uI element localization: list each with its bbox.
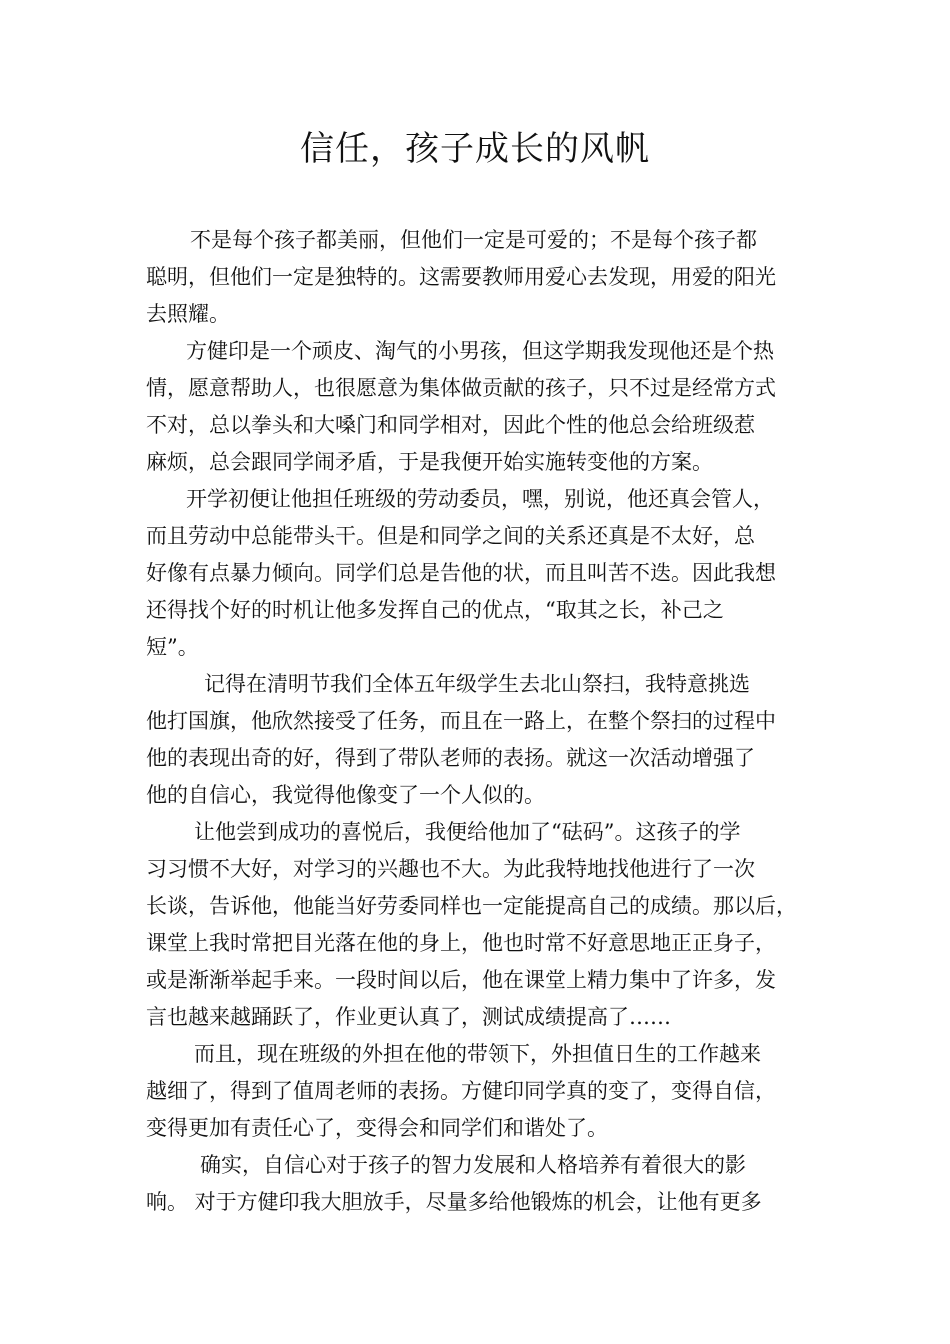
text-line: 而且，现在班级的外担在他的带领下，外担值日生的工作越来: [194, 1042, 761, 1066]
text-line: 短”。: [146, 635, 199, 659]
text-line: 让他尝到成功的喜悦后，我便给他加了“砝码”。这孩子的学: [194, 820, 741, 844]
text-line: 长谈，告诉他，他能当好劳委同样也一定能提高自己的成绩。那以后，: [146, 894, 797, 918]
text-line: 去照耀。: [146, 302, 230, 326]
text-line: 开学初便让他担任班级的劳动委员，嘿，别说，他还真会管人，: [186, 487, 774, 511]
text-line: 他的表现出奇的好，得到了带队老师的表扬。就这一次活动增强了: [146, 746, 755, 770]
text-line: 麻烦，总会跟同学闹矛盾，于是我便开始实施转变他的方案。: [146, 450, 713, 474]
text-line: 情，愿意帮助人，也很愿意为集体做贡献的孩子，只不过是经常方式: [146, 376, 776, 400]
text-line: 确实，自信心对于孩子的智力发展和人格培养有着很大的影: [200, 1153, 746, 1177]
text-line: 或是渐渐举起手来。一段时间以后，他在课堂上精力集中了许多，发: [146, 968, 776, 992]
text-line: 他打国旗，他欣然接受了任务，而且在一路上，在整个祭扫的过程中: [146, 709, 776, 733]
text-line: 习习惯不大好，对学习的兴趣也不大。为此我特地找他进行了一次: [146, 857, 755, 881]
text-line: 言也越来越踊跃了，作业更认真了，测试成绩提高了……: [146, 1005, 671, 1029]
text-line: 而且劳动中总能带头干。但是和同学之间的关系还真是不太好，总: [146, 524, 755, 548]
text-line: 越细了，得到了值周老师的表扬。方健印同学真的变了，变得自信，: [146, 1079, 776, 1103]
text-line: 还得找个好的时机让他多发挥自己的优点，“取其之长，补己之: [146, 598, 724, 622]
text-line: 好像有点暴力倾向。同学们总是告他的状，而且叫苦不迭。因此我想: [146, 561, 776, 585]
text-line: 聪明，但他们一定是独特的。这需要教师用爱心去发现，用爱的阳光: [146, 265, 776, 289]
text-line: 不是每个孩子都美丽，但他们一定是可爱的；不是每个孩子都: [190, 228, 757, 252]
text-line: 响。 对于方健印我大胆放手，尽量多给他锻炼的机会，让他有更多: [146, 1190, 762, 1214]
text-line: 变得更加有责任心了，变得会和同学们和谐处了。: [146, 1116, 608, 1140]
page-title: 信任，孩子成长的风帆: [300, 129, 650, 169]
text-line: 不对，总以拳头和大嗓门和同学相对，因此个性的他总会给班级惹: [146, 413, 755, 437]
article-body: [146, 222, 822, 1221]
text-line: 他的自信心，我觉得他像变了一个人似的。: [146, 783, 545, 807]
text-line: 课堂上我时常把目光落在他的身上，他也时常不好意思地正正身子，: [146, 931, 776, 955]
text-line: 记得在清明节我们全体五年级学生去北山祭扫，我特意挑选: [204, 672, 750, 696]
text-line: 方健印是一个顽皮、淘气的小男孩，但这学期我发现他还是个热: [186, 339, 774, 363]
